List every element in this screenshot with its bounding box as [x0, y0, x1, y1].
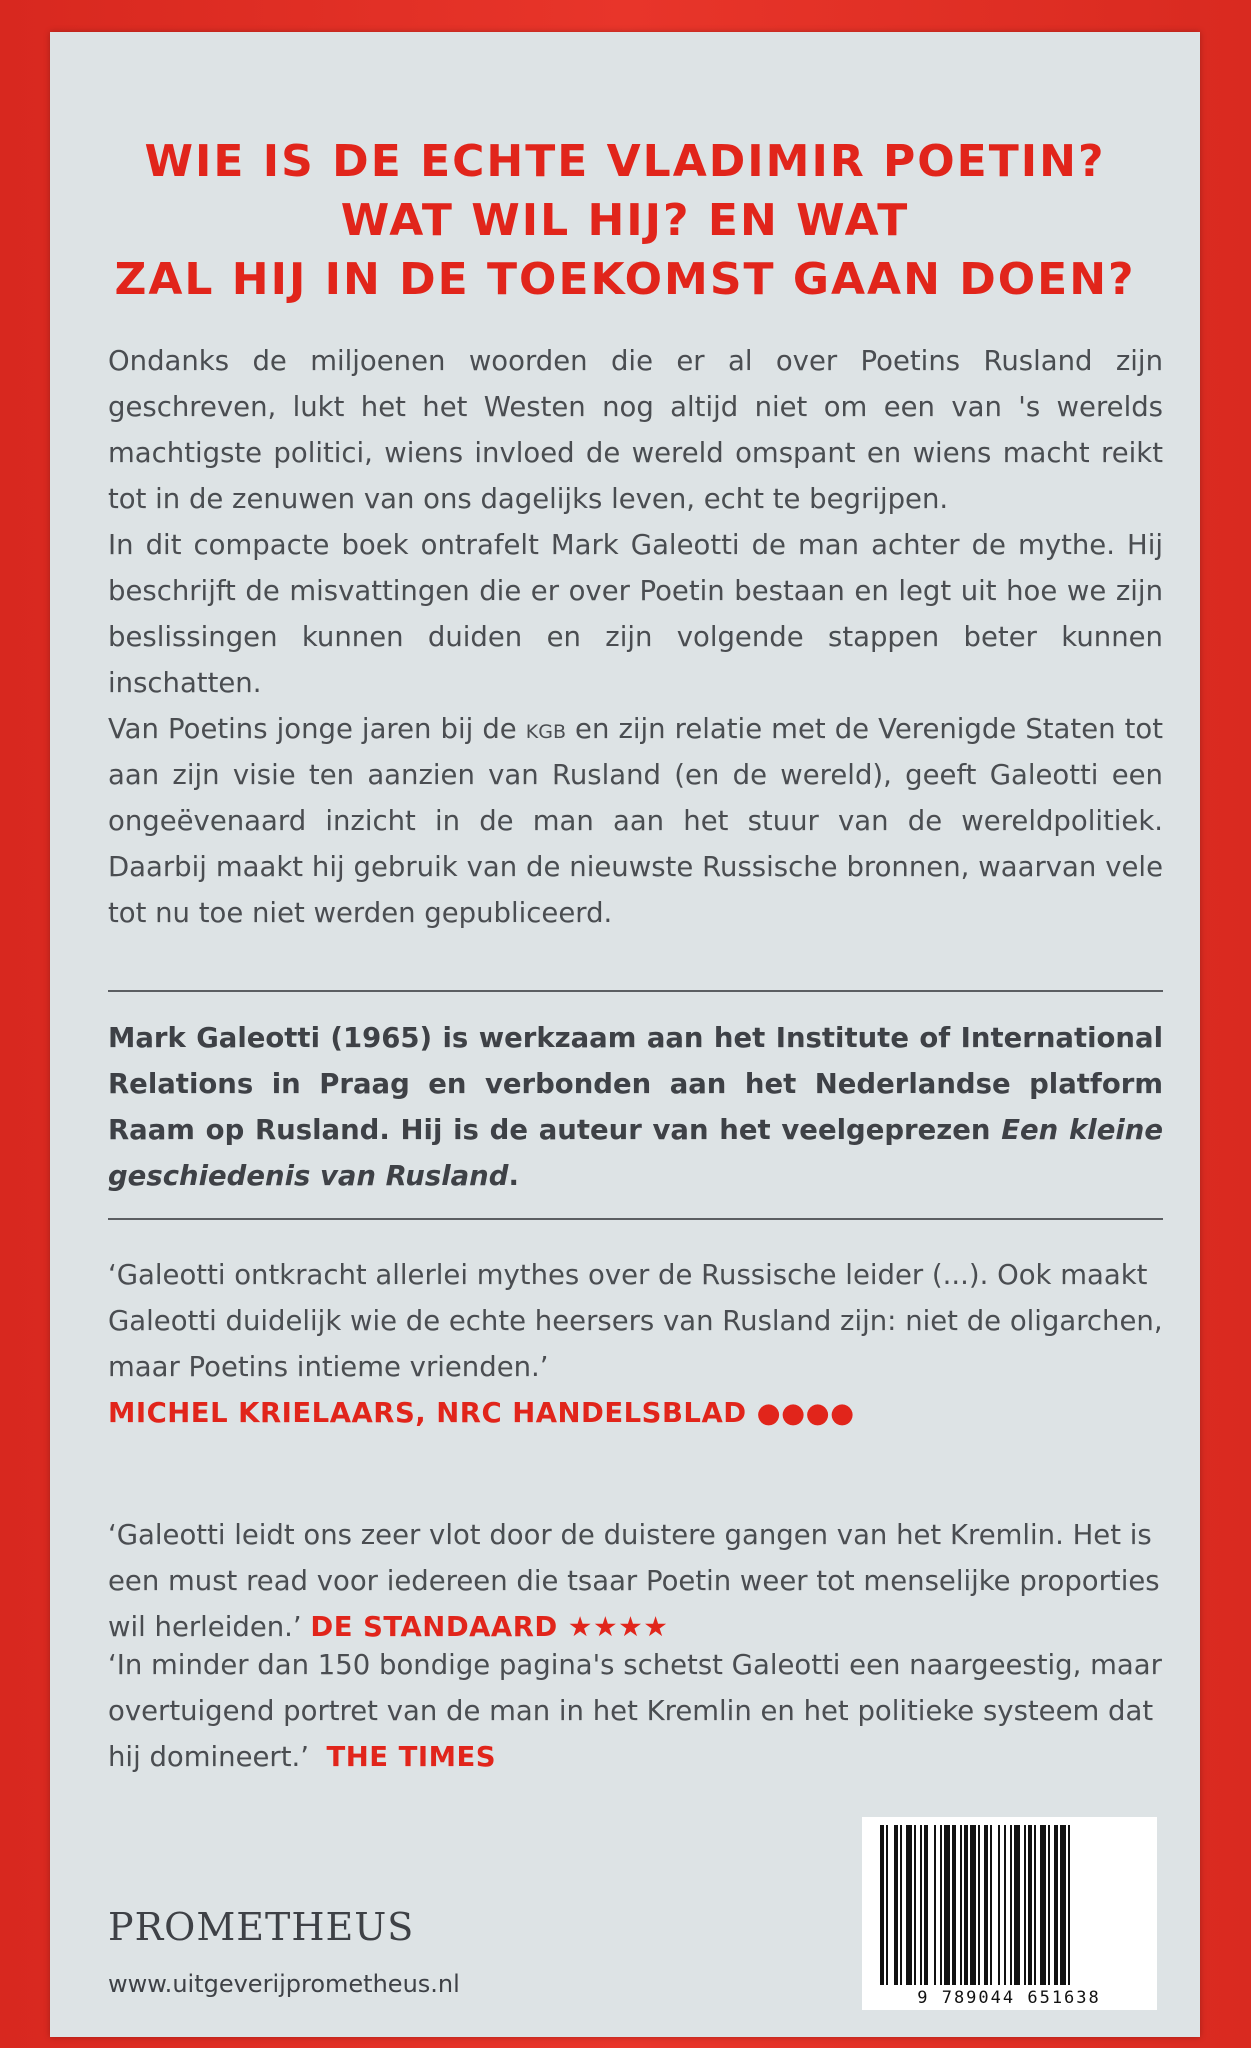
review-quote: ‘Galeotti leidt ons zeer vlot door de duistere gangen van het Kremlin. Het is een must read voor iedereen die tsaar Poetin weer tot menselijke proporties wil herleiden.’ [108, 1519, 1160, 1643]
barcode-bar [1014, 1825, 1020, 1985]
kgb-abbreviation: kgb [525, 713, 566, 745]
barcode-bar [886, 1825, 888, 1985]
blurb-paragraph-3-start: Van Poetins jonge jaren bij de [108, 713, 526, 745]
review-source: DE STANDAARD ★★★★ [310, 1611, 669, 1643]
barcode-bar [900, 1825, 902, 1985]
isbn-barcode [862, 1817, 1157, 2010]
barcode-bar [1054, 1825, 1058, 1985]
headline-line-3: ZAL HIJ IN DE TOEKOMST GAAN DOEN? [114, 254, 1136, 305]
blurb [108, 338, 1163, 936]
author-bio [108, 1015, 1163, 1199]
review-source: MICHEL KRIELAARS, NRC HANDELSBLAD ●●●● [108, 1397, 855, 1429]
barcode-bar [1068, 1825, 1070, 1985]
barcode-bar [952, 1825, 956, 1985]
barcode-bar [1028, 1825, 1032, 1985]
barcode-bar [970, 1825, 976, 1985]
barcode-bar [1024, 1825, 1026, 1985]
publisher-website[interactable]: www.uitgeverijprometheus.nl [108, 1970, 460, 1998]
barcode-bar [1048, 1825, 1050, 1985]
headline-line-2: WAT WIL HIJ? EN WAT [340, 195, 910, 246]
barcode-bar [914, 1825, 916, 1985]
barcode-bar [960, 1825, 962, 1985]
author-bio-end: . [508, 1160, 519, 1192]
blurb-paragraph-1: Ondanks de miljoenen woorden die er al over Poetins Rusland zijn geschreven, lukt het het Westen nog altijd niet om een van 's werelds machtigste politici, wiens invloed de wereld omspant en wiens macht reikt tot in de zenuwen van ons dagelijks leven, echt te begrijpen. [108, 345, 1163, 515]
review-quote: ‘In minder dan 150 bondige pagina's schetst Galeotti een naargeestig, maar overtuigend portret van de man in het Kremlin en het politieke systeem dat hij domineert.’ [108, 1649, 1162, 1773]
review [108, 1512, 1168, 1650]
divider-bottom [108, 1218, 1163, 1220]
barcode-bar [894, 1825, 898, 1985]
review-body [108, 1512, 1168, 1650]
review [108, 1252, 1168, 1436]
divider-top [108, 990, 1163, 992]
barcode-bar [984, 1825, 988, 1985]
author-book-title: Een kleine geschiedenis van Rusland [108, 1114, 1163, 1192]
barcode-bar [1010, 1825, 1012, 1985]
barcode-bar [990, 1825, 992, 1985]
barcode-bar [880, 1825, 884, 1985]
barcode-bar [944, 1825, 950, 1985]
review-body [108, 1642, 1168, 1780]
barcode-bar [1034, 1825, 1036, 1985]
barcode-digits: 9 789044 651638 [917, 1988, 1101, 2008]
barcode-bar [934, 1825, 936, 1985]
barcode-bar [906, 1825, 912, 1985]
barcode-bar [1040, 1825, 1046, 1985]
barcode-bars [862, 1817, 1157, 2010]
headline [50, 132, 1200, 309]
barcode-bar [920, 1825, 922, 1985]
back-cover [50, 32, 1200, 2037]
blurb-paragraph-3 [108, 706, 1163, 936]
headline-line-1: WIE IS DE ECHTE VLADIMIR POETIN? [144, 136, 1106, 187]
barcode-bar [940, 1825, 942, 1985]
blurb-paragraph-3-end: en zijn relatie met de Verenigde Staten tot aan zijn visie ten aanzien van Rusland (en de wereld), geeft Galeotti een ongeëvenaard inzicht in de man aan het stuur van de wereldpolitiek. Daarbij maakt hij gebruik van de nieuwste Russische bronnen, waarvan vele tot nu toe niet werden gepubliceerd. [108, 713, 1163, 929]
publisher-logo: PROMETHEUS [108, 1905, 415, 1949]
blurb-paragraph-2: In dit compacte boek ontrafelt Mark Galeotti de man achter de mythe. Hij beschrijft de misvattingen die er over Poetin bestaan en legt uit hoe we zijn beslissingen kunnen duiden en zijn volgende stappen beter kunnen inschatten. [108, 529, 1163, 699]
barcode-bar [1004, 1825, 1006, 1985]
barcode-bar [924, 1825, 928, 1985]
barcode-bar [978, 1825, 980, 1985]
review [108, 1642, 1168, 1780]
barcode-bar [964, 1825, 968, 1985]
barcode-bar [1060, 1825, 1066, 1985]
review-source: THE TIMES [326, 1741, 497, 1773]
review-quote: ‘Galeotti ontkracht allerlei mythes over de Russische leider (...). Ook maakt Galeotti duidelijk wie de echte heersers van Rusland zijn: niet de oligarchen, maar Poetins intieme vrienden.’ [108, 1259, 1163, 1383]
barcode-bar [998, 1825, 1000, 1985]
author-bio-text: Mark Galeotti (1965) is werkzaam aan het Institute of International Relations in Praag en verbonden aan het Nederlandse platform Raam op Rusland. Hij is de auteur van het veelgeprezen [108, 1022, 1163, 1146]
